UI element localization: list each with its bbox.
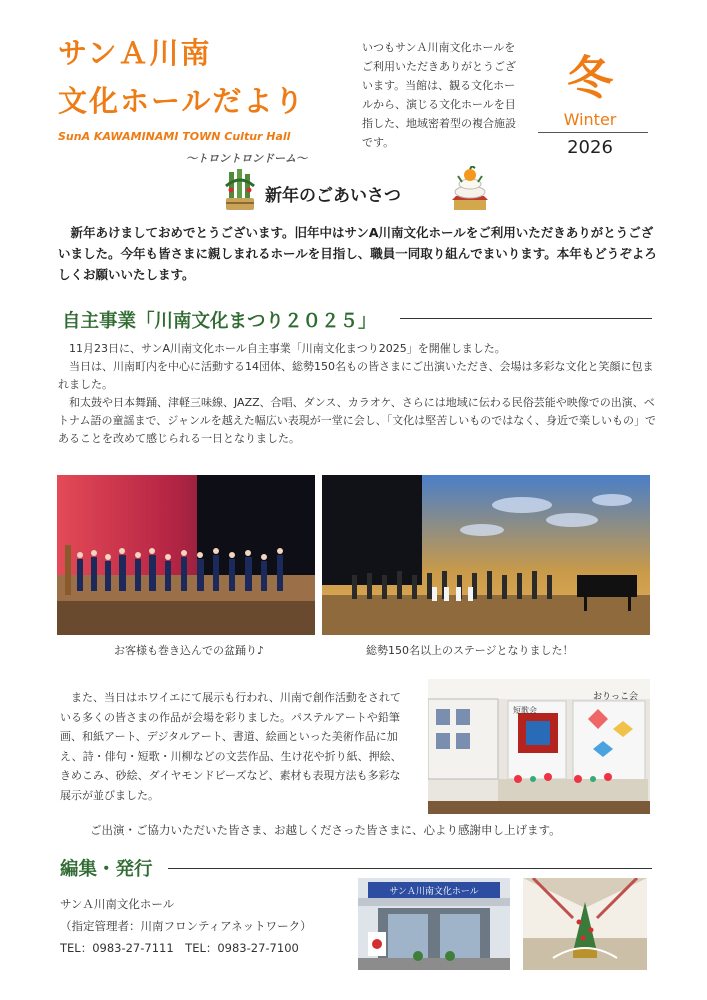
exhibit-sign-right: おりっこ会 (593, 692, 639, 702)
thanks-message: ご出演・ご協力いただいた皆さま、お越しくださった皆さまに、心より感謝申し上げます。 (90, 823, 561, 837)
photo-lobby-decoration (523, 878, 647, 970)
publisher-section-heading: 編集・発行 (60, 859, 153, 880)
issue-year: 2026 (567, 137, 613, 158)
photo-bon-dance (57, 475, 315, 635)
event-paragraph-2: 当日は、川南町内を中心に活動する14団体、総勢150名もの皆さまにご出演いただき、会場は多彩な文化と笑顔に包まれました。 (58, 360, 654, 391)
greeting-title: 新年のごあいさつ (265, 186, 401, 206)
event-description (58, 340, 658, 448)
photo-building-entrance (358, 878, 510, 970)
publisher-manager: （指定管理者：川南フロンティアネットワーク） (60, 919, 312, 933)
kagami-mochi-icon (450, 166, 490, 212)
subtitle-english: SunA KAWAMINAMI TOWN Cultur Hall (58, 130, 291, 143)
season-divider (538, 132, 648, 133)
newsletter-title-line1: サンＡ川南 (58, 36, 212, 70)
building-sign: サンＡ川南文化ホール (389, 887, 479, 897)
kadomatsu-icon (223, 168, 257, 212)
intro-text: いつもサンＡ川南文化ホールをご利用いただきありがとうございます。当館は、観る文化ホールから、演じる文化ホールを目指した、地域密着型の複合施設です。 (362, 41, 516, 149)
event-section-heading: 自主事業「川南文化まつり２０２５」 (62, 311, 377, 332)
season-kanji: 冬 (567, 51, 613, 105)
photo-group-stage (322, 475, 650, 635)
publisher-section-rule (168, 868, 652, 869)
newsletter-title-line2: 文化ホールだより (58, 84, 306, 118)
photo-exhibition (428, 679, 650, 814)
event-paragraph-3: 和太鼓や日本舞踊、津軽三味線、JAZZ、合唱、ダンス、カラオケ、さらには地域に伝わる民俗芸能や映像での出演、ベトナム語の童謡まで、ジャンルを越えた幅広い表現が一堂に会し、「文化は堅苦しいものではなく、身近で楽しいもの」であることを改めて感じられる一日となりました。 (58, 396, 657, 445)
event-paragraph-4: また、当日はホワイエにて展示も行われ、川南で創作活動をされている多くの皆さまの作品が会場を彩りました。パステルアートや鉛筆画、和紙アート、デジタルアート、書道、絵画といった美術作品に加え、詩・俳句・短歌・川柳などの文芸作品、生け花や折り紙、押絵、きめこみ、砂絵、ダイヤモンドビーズなど、素材も表現方法も多彩な展示が並びました。 (60, 691, 402, 802)
event-paragraph-1: 11月23日に、サンA川南文化ホール自主事業「川南文化まつり2025」を開催しました。 (69, 342, 506, 355)
event-section-rule (400, 318, 652, 319)
caption-bon-dance: お客様も巻き込んでの盆踊り♪ (114, 644, 265, 657)
season-english: Winter (563, 110, 617, 129)
exhibit-description (60, 688, 410, 805)
publisher-phone: TEL：0983-27-7111 TEL：0983-27-7100 (60, 941, 299, 955)
subtitle-nickname: ～トロントロンドーム～ (186, 152, 307, 165)
publisher-name: サンＡ川南文化ホール (60, 897, 175, 911)
caption-group-stage: 総勢150名以上のステージとなりました！ (366, 644, 574, 657)
greeting-body: 新年あけましておめでとうございます。旧年中はサンA川南文化ホールをご利用いただきありがとうございました。今年も皆さまに親しまれるホールを目指し、職員一同取り組んでまいります。本年もどうぞよろしくお願いいたします。 (58, 225, 657, 282)
exhibit-sign-left: 短歌会 (513, 706, 537, 715)
